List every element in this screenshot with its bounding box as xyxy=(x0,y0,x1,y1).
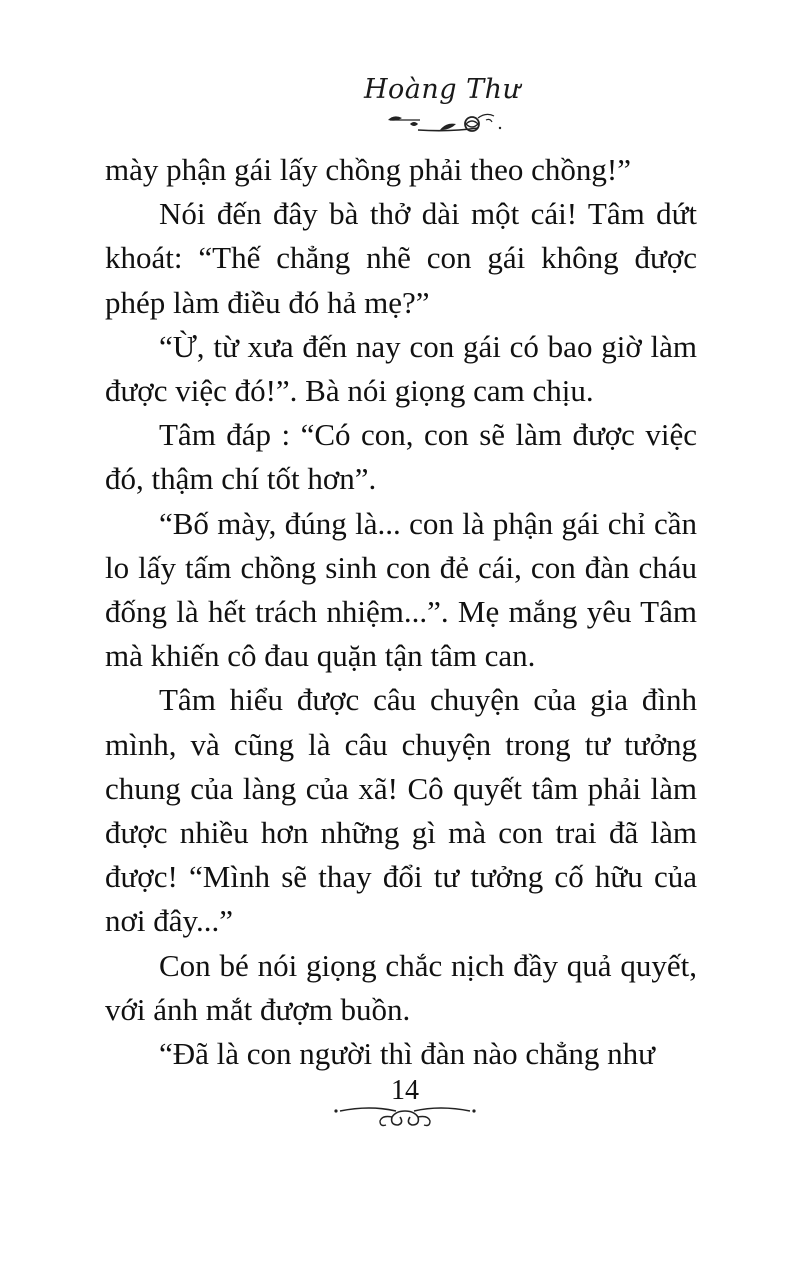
running-header xyxy=(340,68,520,138)
paragraph: “Đã là con người thì đàn nào chẳng như xyxy=(159,1036,655,1072)
paragraph: “Ừ, từ xưa đến nay con gái có bao giờ làm được việc đó!”. Bà nói giọng cam chịu. xyxy=(105,328,697,409)
paragraph: mày phận gái lấy chồng phải theo chồng!” xyxy=(105,152,631,187)
paragraph: Tâm đáp : “Có con, con sẽ làm được việc đó, thậm chí tốt hơn”. xyxy=(105,417,697,497)
page-number: 14 xyxy=(391,1075,419,1106)
paragraph: Tâm hiểu được câu chuyện của gia đình mình, và cũng là câu chuyện trong tư tưởng chung của làng của xã! Cô quyết tâm phải làm được nhiều hơn những gì mà con trai đã làm được! “Mình sẽ thay đổi tư tưởng cố hữu của nơi đây...” xyxy=(105,682,697,939)
page-footer xyxy=(330,1075,480,1145)
paragraph: Nói đến đây bà thở dài một cái! Tâm dứt khoát: “Thế chẳng nhẽ con gái không được phép làm điều đó hả mẹ?” xyxy=(105,196,697,320)
paragraph: “Bố mày, đúng là... con là phận gái chỉ cần lo lấy tấm chồng sinh con đẻ cái, con đàn cháu đống là hết trách nhiệm...”. Mẹ mắng yêu Tâm mà khiến cô đau quặn tận tâm can. xyxy=(105,505,697,674)
scroll-flourish-icon xyxy=(330,1103,480,1133)
author-name: Hoàng Thư xyxy=(364,74,521,105)
page-body xyxy=(105,148,697,1076)
paragraph: Con bé nói giọng chắc nịch đầy quả quyết, với ánh mắt đượm buồn. xyxy=(105,947,697,1027)
rose-flourish-icon xyxy=(360,106,510,138)
